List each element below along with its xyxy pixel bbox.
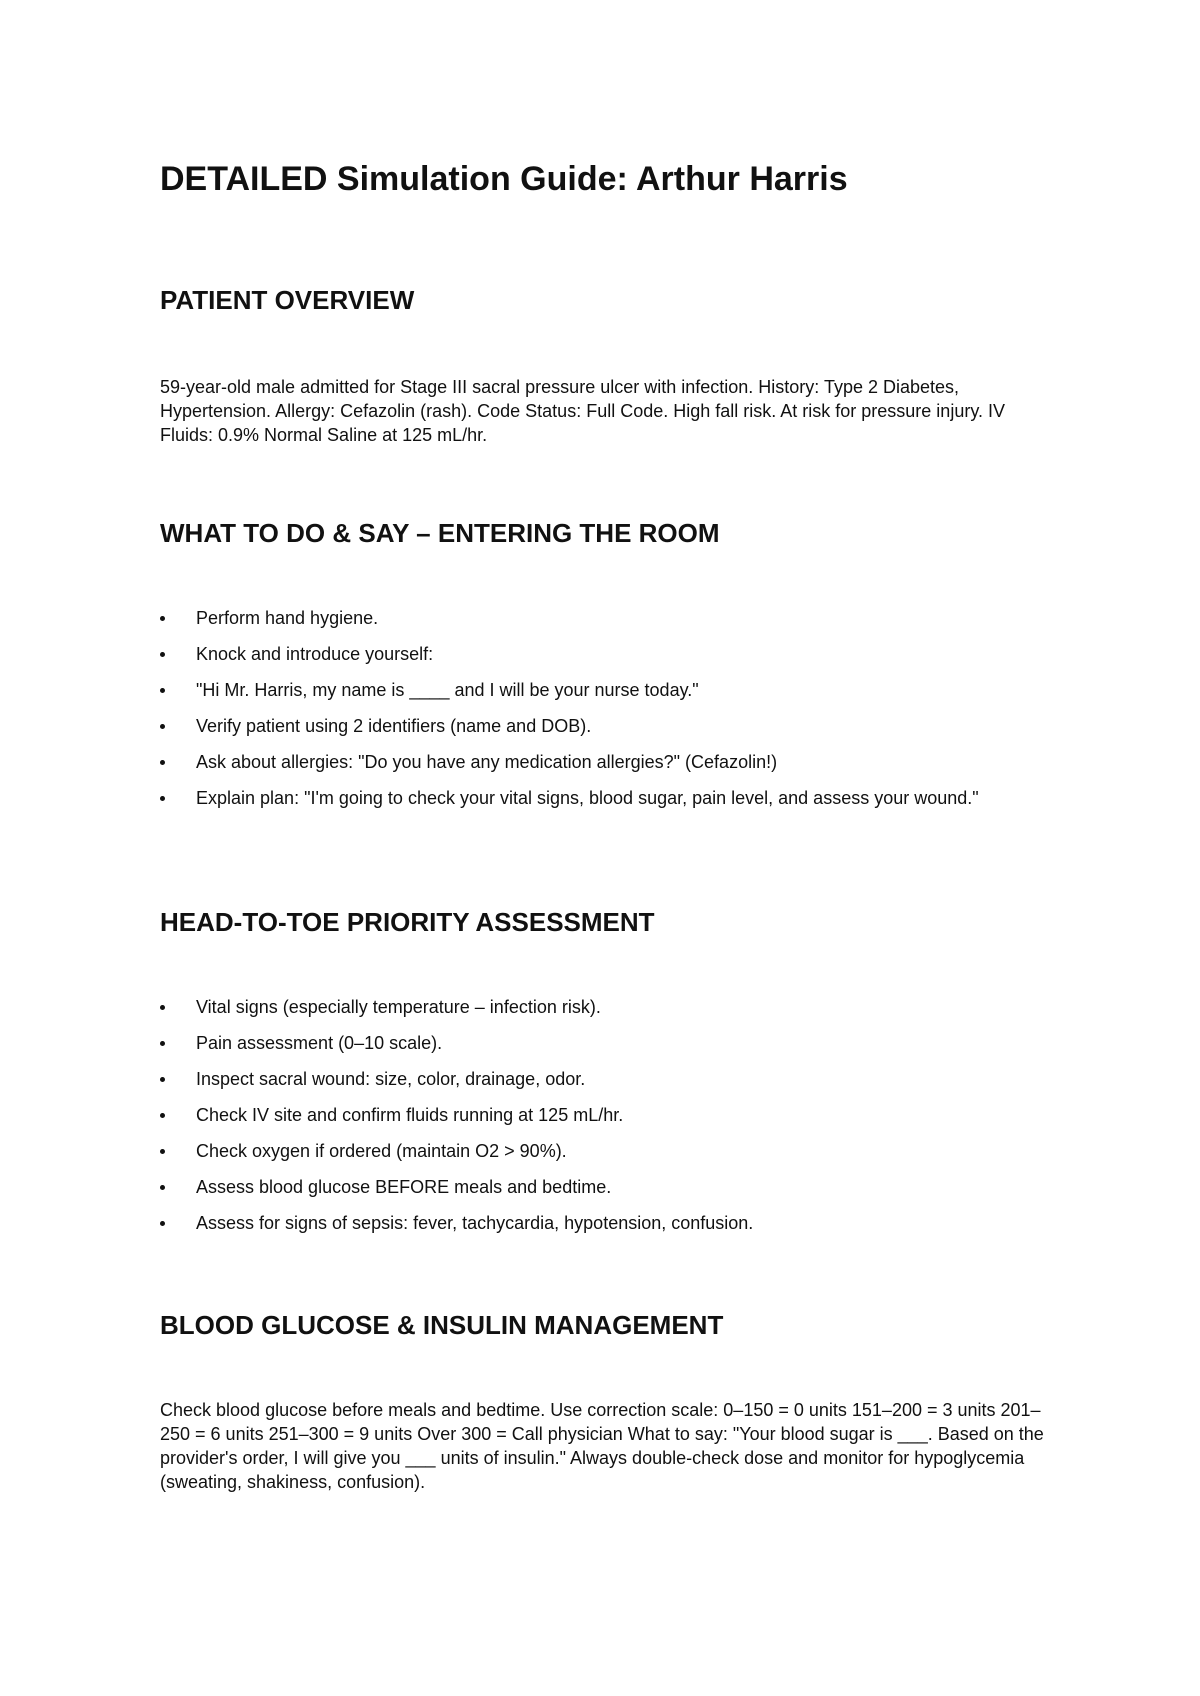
assessment-heading: HEAD-TO-TOE PRIORITY ASSESSMENT	[160, 907, 655, 937]
assessment-list	[160, 995, 1060, 1247]
list-item	[160, 642, 1060, 666]
list-item-text: "Hi Mr. Harris, my name is ____ and I will be your nurse today."	[196, 680, 699, 700]
patient-overview-heading: PATIENT OVERVIEW	[160, 285, 415, 315]
list-item	[160, 1175, 1060, 1199]
list-item	[160, 750, 1060, 774]
list-item	[160, 678, 1060, 702]
glucose-heading: BLOOD GLUCOSE & INSULIN MANAGEMENT	[160, 1310, 724, 1340]
list-item	[160, 995, 1060, 1019]
list-item-text: Assess blood glucose BEFORE meals and bedtime.	[196, 1177, 612, 1197]
list-item-text: Inspect sacral wound: size, color, drainage, odor.	[196, 1069, 586, 1089]
list-item	[160, 1211, 1060, 1235]
bullet-icon	[160, 616, 165, 621]
list-item	[160, 1103, 1060, 1127]
bullet-icon	[160, 1185, 165, 1190]
list-item	[160, 1139, 1060, 1163]
list-item-text: Assess for signs of sepsis: fever, tachycardia, hypotension, confusion.	[196, 1213, 754, 1233]
list-item-text: Check oxygen if ordered (maintain O2 > 90%).	[196, 1141, 567, 1161]
bullet-icon	[160, 1221, 165, 1226]
list-item-text: Explain plan: "I'm going to check your vital signs, blood sugar, pain level, and assess your wound."	[196, 788, 979, 808]
bullet-icon	[160, 1041, 165, 1046]
list-item-text: Ask about allergies: "Do you have any medication allergies?" (Cefazolin!)	[196, 752, 778, 772]
glucose-text: Check blood glucose before meals and bedtime. Use correction scale: 0–150 = 0 units 151–200 = 3 units 201–250 = 6 units 251–300 = 9 units Over 300 = Call physician What to say: "Your blood sugar is ___. Based on the provider's order, I will give you ___ units of insulin." Always double-check dose and monitor for hypoglycemia (sweating, shakiness, confusion).	[160, 1400, 1044, 1492]
list-item	[160, 714, 1060, 738]
entering-room-heading: WHAT TO DO & SAY – ENTERING THE ROOM	[160, 518, 720, 548]
bullet-icon	[160, 652, 165, 657]
bullet-icon	[160, 1077, 165, 1082]
list-item-text: Perform hand hygiene.	[196, 608, 379, 628]
list-item	[160, 1067, 1060, 1091]
list-item-text: Pain assessment (0–10 scale).	[196, 1033, 443, 1053]
document-title: DETAILED Simulation Guide: Arthur Harris	[160, 160, 848, 198]
bullet-icon	[160, 724, 165, 729]
list-item-text: Vital signs (especially temperature – infection risk).	[196, 997, 601, 1017]
entering-room-list	[160, 606, 1060, 822]
list-item-text: Check IV site and confirm fluids running at 125 mL/hr.	[196, 1105, 624, 1125]
list-item	[160, 786, 1060, 810]
list-item	[160, 606, 1060, 630]
bullet-icon	[160, 688, 165, 693]
bullet-icon	[160, 1113, 165, 1118]
bullet-icon	[160, 760, 165, 765]
list-item	[160, 1031, 1060, 1055]
list-item-text: Knock and introduce yourself:	[196, 644, 434, 664]
patient-overview-text: 59-year-old male admitted for Stage III sacral pressure ulcer with infection. History: Type 2 Diabetes, Hypertension. Allergy: Cefazolin (rash). Code Status: Full Code. High fall risk. At risk for pressure injury. IV Fluids: 0.9% Normal Saline at 125 mL/hr.	[160, 377, 1005, 445]
list-item-text: Verify patient using 2 identifiers (name and DOB).	[196, 716, 592, 736]
bullet-icon	[160, 796, 165, 801]
bullet-icon	[160, 1149, 165, 1154]
bullet-icon	[160, 1005, 165, 1010]
